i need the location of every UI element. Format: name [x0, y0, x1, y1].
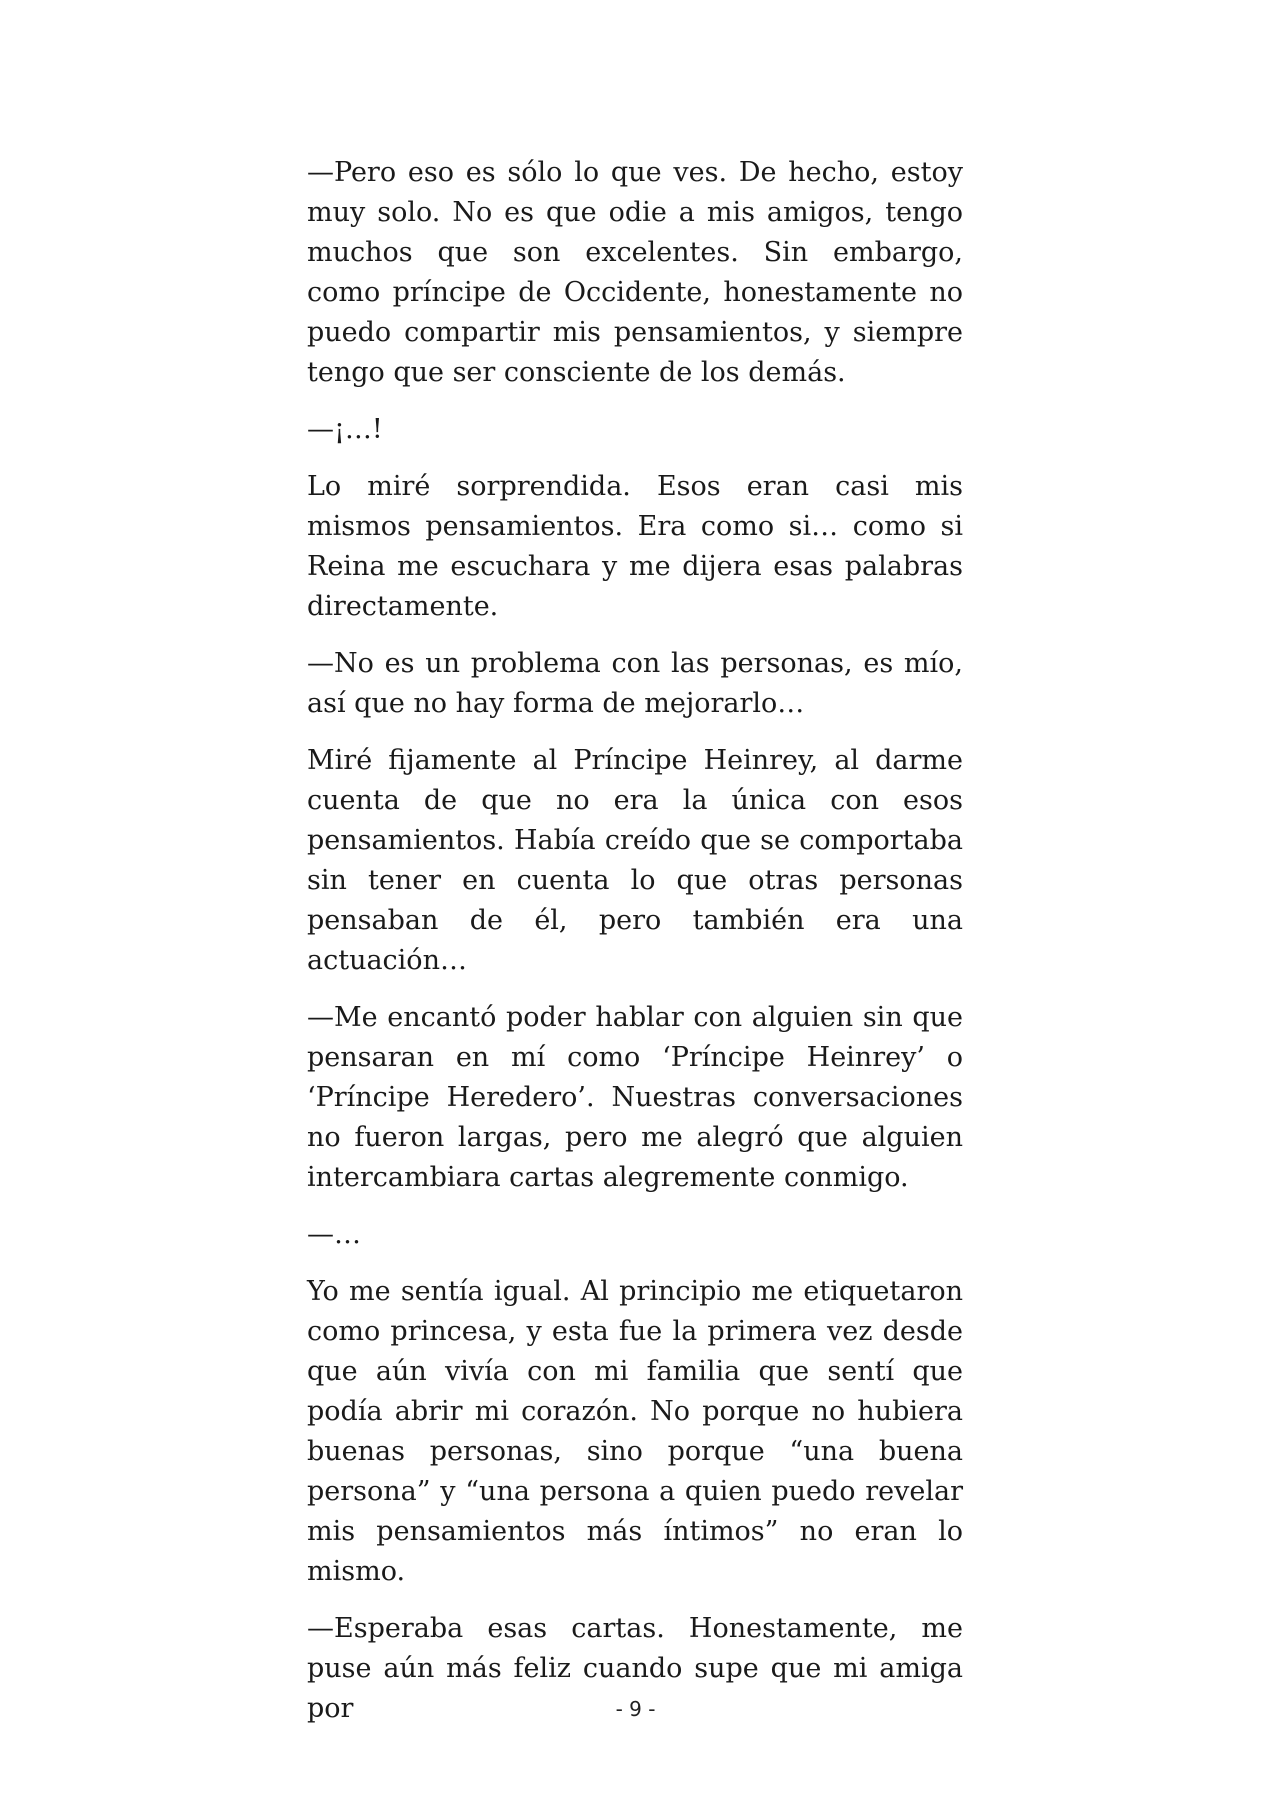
- page-number: - 9 -: [615, 1697, 656, 1721]
- paragraph-8: Yo me sentía igual. Al principio me etiquetaron como princesa, y esta fue la primera vez desde que aún vivía con mi familia que sentí que podía abrir mi corazón. No porque no hubiera buenas personas, sino porque “una buena persona” y “una persona a quien puedo revelar mis pensamientos más íntimos” no eran lo mismo.: [307, 1276, 963, 1587]
- paragraph-1: —Pero eso es sólo lo que ves. De hecho, estoy muy solo. No es que odie a mis amigos, tengo muchos que son excelentes. Sin embargo, como príncipe de Occidente, honestamente no puedo compartir mis pensamientos, y siempre tengo que ser consciente de los demás.: [307, 157, 963, 388]
- paragraph-7: —…: [307, 1219, 361, 1250]
- paragraph-9: —Esperaba esas cartas. Honestamente, me puse aún más feliz cuando supe que mi amiga por: [307, 1613, 963, 1724]
- body-text: [307, 153, 963, 1746]
- paragraph-5: Miré fijamente al Príncipe Heinrey, al darme cuenta de que no era la única con esos pensamientos. Había creído que se comportaba sin tener en cuenta lo que otras personas pensaban de él, pero también era una actuación…: [307, 745, 963, 976]
- paragraph-3: Lo miré sorprendida. Esos eran casi mis mismos pensamientos. Era como si… como si Reina me escuchara y me dijera esas palabras directamente.: [307, 471, 963, 622]
- paragraph-6: —Me encantó poder hablar con alguien sin que pensaran en mí como ‘Príncipe Heinrey’ o ‘Príncipe Heredero’. Nuestras conversaciones no fueron largas, pero me alegró que alguien intercambiara cartas alegremente conmigo.: [307, 1002, 963, 1193]
- paragraph-4: —No es un problema con las personas, es mío, así que no hay forma de mejorarlo…: [307, 648, 963, 719]
- paragraph-2: —¡…!: [307, 414, 383, 445]
